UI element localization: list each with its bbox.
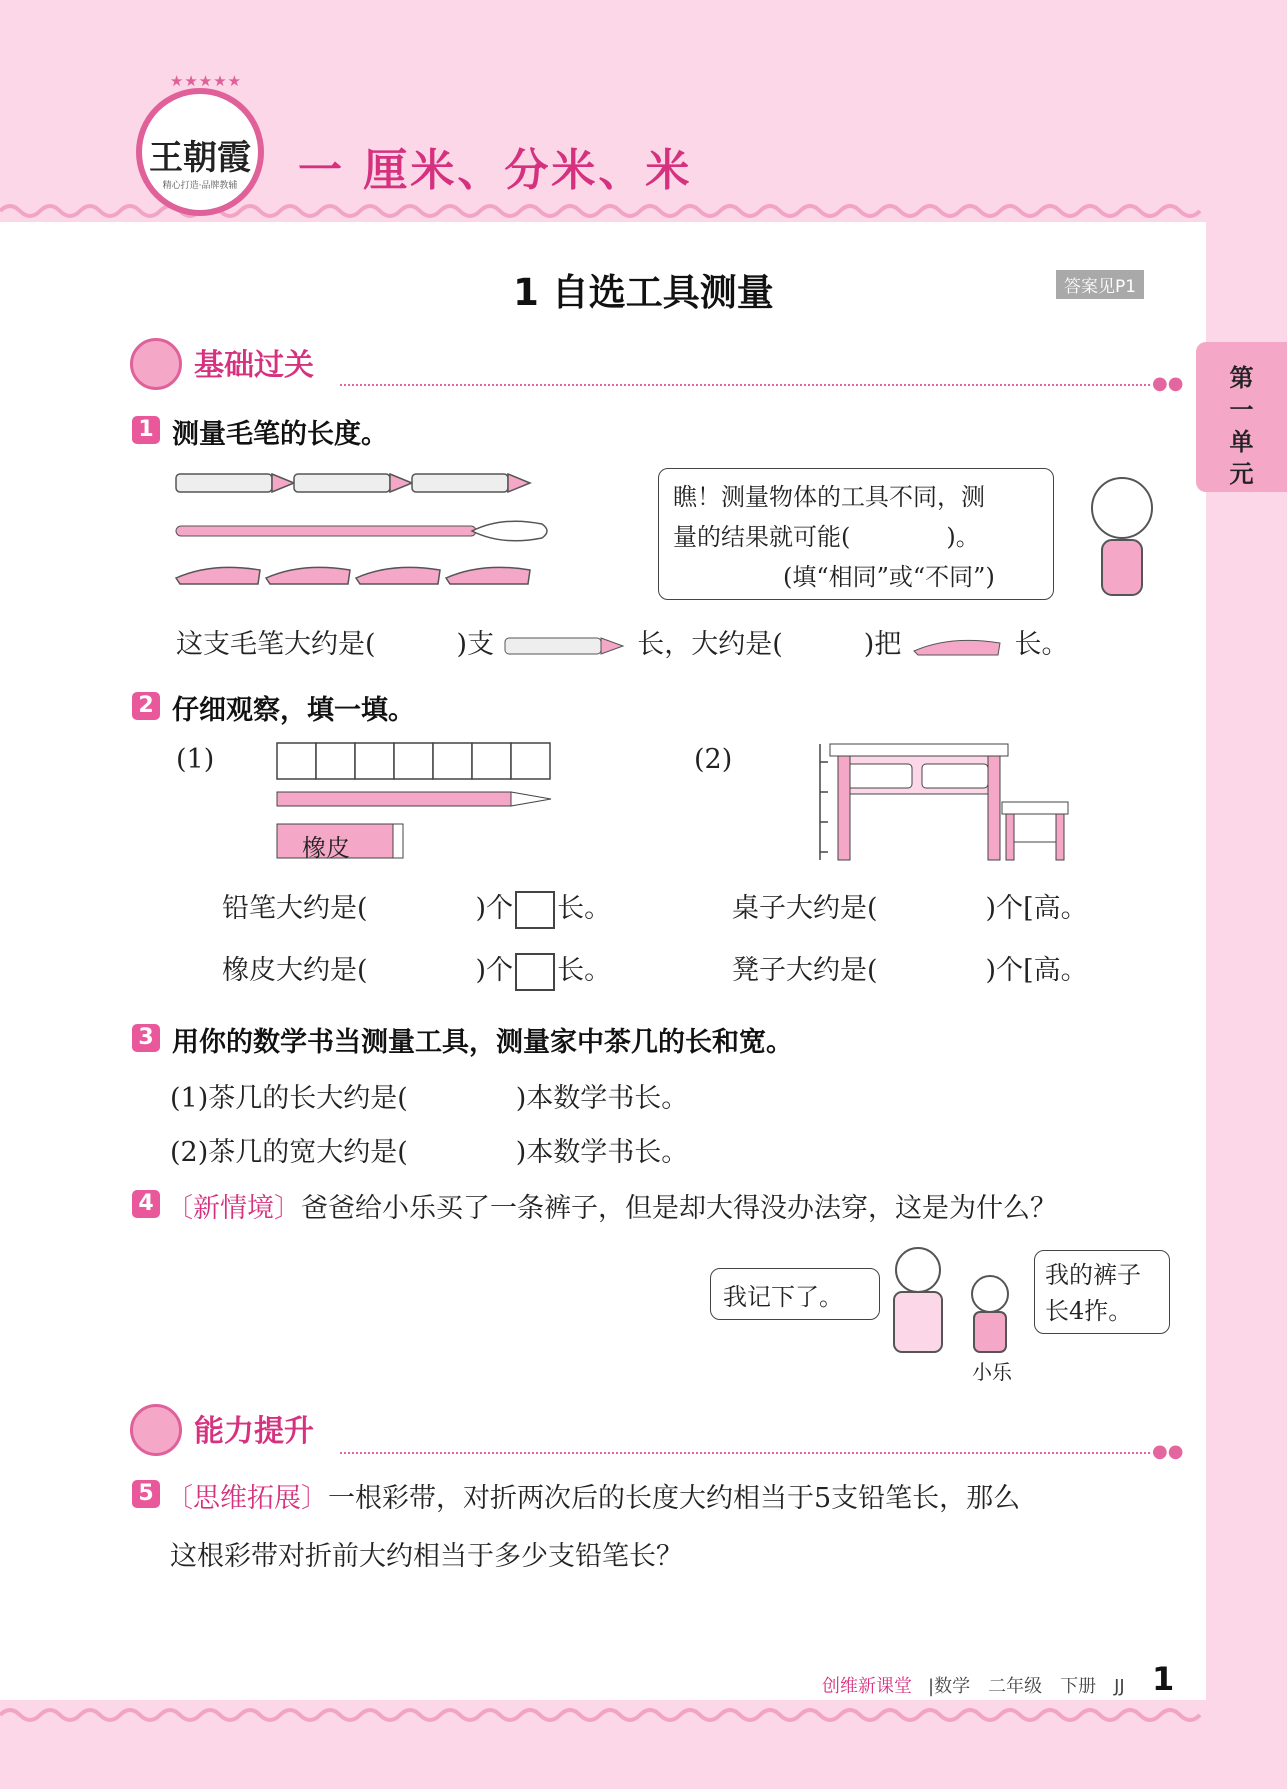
kid-avatar-icon (130, 1404, 182, 1456)
child-name-label: 小乐 (972, 1360, 1012, 1384)
answer-part: 凳子大约是( )个 (732, 955, 1024, 986)
eraser-label: 橡皮 (302, 834, 350, 862)
logo-slogan: 精心打造·品牌教辅 (162, 181, 238, 191)
bracket-unit-icon: [ (1023, 955, 1034, 986)
girl-illustration (1082, 470, 1162, 600)
section-basic-label: 基础过关 (194, 348, 314, 383)
question-text: 爸爸给小乐买了一条裤子，但是却大得没办法穿，这是为什么？ (301, 1193, 1057, 1224)
bubble-line: 量的结果就可能( )。 (673, 523, 980, 551)
bubble-line: 我的裤子 (1045, 1261, 1141, 1289)
logo-stars: ★★★★★ (169, 72, 243, 90)
answer-part: 长，大约是( )把 (637, 629, 902, 660)
part-label: (2) (694, 744, 733, 775)
question-number: 1 (132, 416, 160, 444)
child-speech-bubble (1034, 1250, 1170, 1334)
desk-answer-line (732, 886, 1088, 925)
question-number: 2 (132, 692, 160, 720)
stool-answer-line (732, 948, 1088, 987)
bubble-line: 长4拃。 (1045, 1297, 1133, 1325)
square-grid (277, 743, 550, 779)
question-tag: 〔新情境〕 (166, 1193, 301, 1224)
unit-square-icon (515, 891, 555, 929)
q5-text-line (166, 1476, 1020, 1515)
unit-square-icon (515, 953, 555, 991)
father-child-illustration (880, 1244, 1030, 1354)
bracket-unit-icon: [ (1023, 893, 1034, 924)
question-tag: 〔思维拓展〕 (166, 1483, 328, 1514)
q4-text-line (166, 1186, 1057, 1225)
father-speech-bubble: 我记下了。 (710, 1268, 880, 1320)
side-tab-label: 第一单元 (1229, 364, 1254, 488)
q3-line: (1)茶几的长大约是( )本数学书长。 (170, 1083, 689, 1114)
eraser-answer-line (222, 948, 611, 991)
kid-avatar-icon (130, 338, 182, 390)
answer-part: 桌子大约是( )个 (732, 893, 1024, 924)
bottom-wavy-border (0, 1700, 1287, 1730)
question-title: 测量毛笔的长度。 (172, 419, 388, 450)
answer-part: 长。 (1014, 629, 1069, 660)
desk-stool-illustration (812, 742, 1072, 866)
knife-icon (910, 633, 1006, 659)
answer-part: 这支毛笔大约是( )支 (176, 629, 495, 660)
q3-line: (2)茶几的宽大约是( )本数学书长。 (170, 1137, 689, 1168)
answer-reference: 答案见P1 (1056, 270, 1144, 299)
lesson-title: 1 自选工具测量 (513, 271, 774, 314)
bubble-line: 瞧！测量物体的工具不同，测 (673, 483, 985, 511)
hint-speech-bubble (658, 468, 1054, 600)
dots-icon: ●● (1152, 373, 1184, 394)
answer-part: 长。 (557, 955, 612, 986)
answer-part: 铅笔大约是( )个 (222, 893, 514, 924)
pencil-answer-line (222, 886, 611, 929)
logo-brand: 王朝霞 (149, 138, 251, 178)
q1-answer-line (176, 622, 1069, 661)
answer-part: 高。 (1033, 893, 1088, 924)
unit-side-tab[interactable] (1196, 342, 1287, 492)
bubble-line: (填“相同”或“不同”) (783, 563, 995, 591)
footer-brand: 创维新课堂 (822, 1676, 912, 1697)
question-title: 仔细观察，填一填。 (172, 695, 415, 726)
section-divider (340, 384, 1150, 386)
answer-part: 橡皮大约是( )个 (222, 955, 514, 986)
q5-text-line: 这根彩带对折前大约相当于多少支铅笔长？ (170, 1541, 683, 1572)
footer-info: |数学 二年级 下册 JJ (928, 1676, 1125, 1697)
question-number: 4 (132, 1190, 160, 1218)
question-title: 用你的数学书当测量工具，测量家中茶几的长和宽。 (172, 1027, 793, 1058)
section-divider (340, 1452, 1150, 1454)
crayon-row (176, 474, 530, 492)
unit-title: 一 厘米、分米、米 (298, 145, 693, 196)
crayon-icon (503, 634, 629, 658)
brush-measure-illustration (172, 466, 552, 596)
page-number: 1 (1152, 1660, 1175, 1698)
question-number: 3 (132, 1024, 160, 1052)
part-label: (1) (176, 744, 215, 775)
question-text: 一根彩带，对折两次后的长度大约相当于5支铅笔长，那么 (328, 1483, 1021, 1514)
dots-icon: ●● (1152, 1441, 1184, 1462)
brush-icon (176, 521, 547, 541)
brand-logo (136, 72, 264, 216)
section-advanced-label: 能力提升 (194, 1414, 314, 1449)
answer-part: 长。 (557, 893, 612, 924)
question-number: 5 (132, 1480, 160, 1508)
answer-part: 高。 (1033, 955, 1088, 986)
knife-row (176, 567, 530, 584)
